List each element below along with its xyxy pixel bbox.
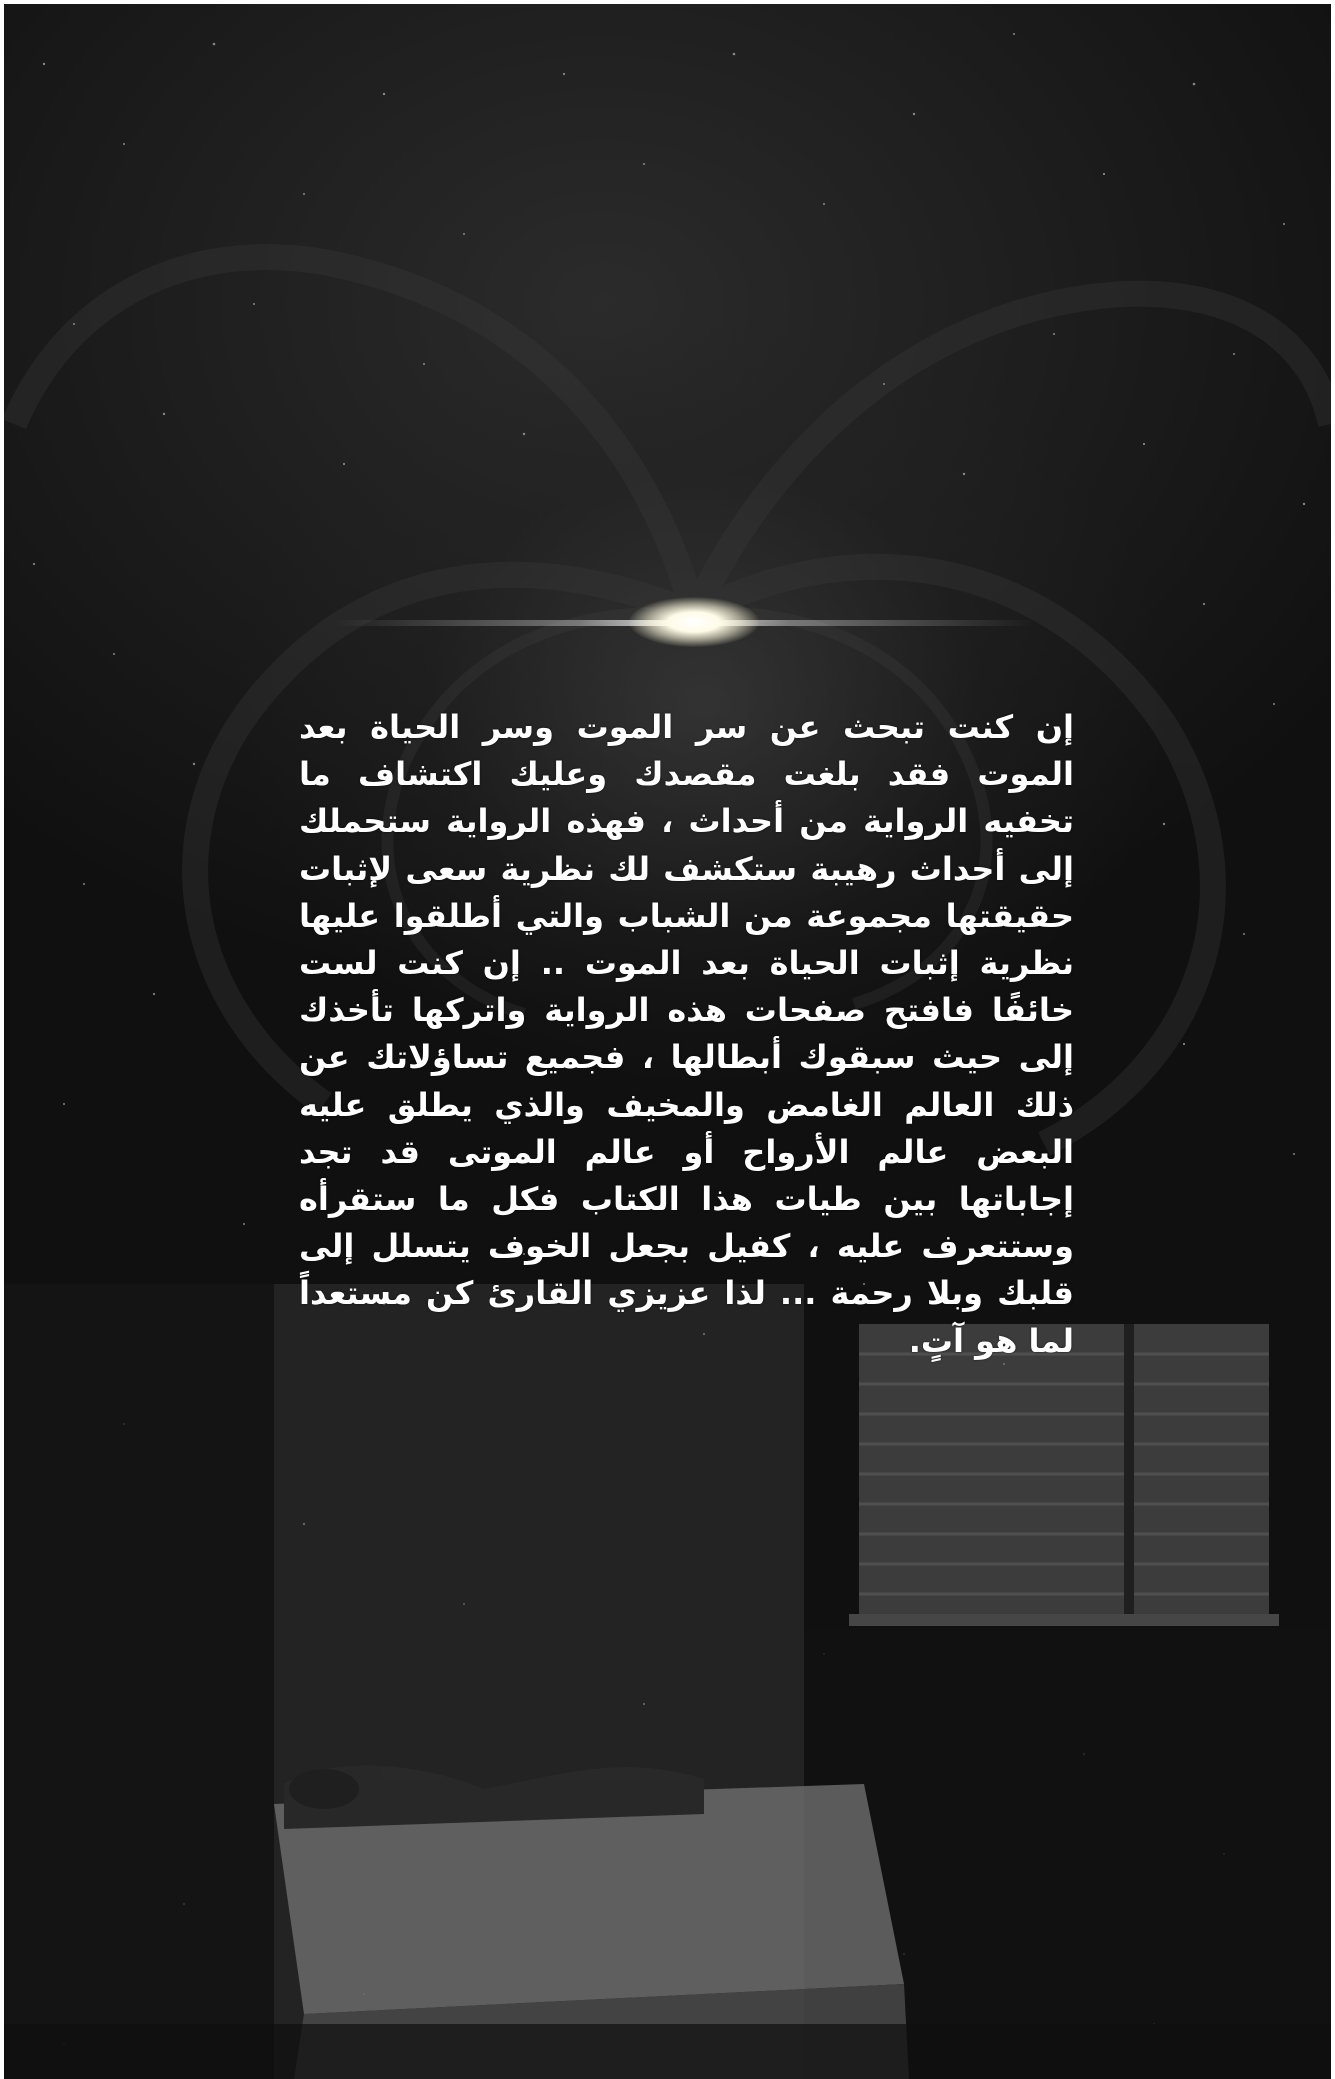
back-cover-blurb: إن كنت تبحث عن سر الموت وسر الحياة بعد الموت فقد بلغت مقصدك وعليك اكتشاف ما تخفيه الرواية من أحداث ، فهذه الرواية ستحملك إلى أحداث رهيبة ستكشف لك نظرية سعى لإثبات حقيقتها مجموعة من الشباب والتي أطلقوا عليها نظرية إثبات الحياة بعد الموت .. إن كنت لست خائفًا فافتح صفحات هذه الرواية واتركها تأخذك إلى حيث سبقوك أبطالها ، فجميع تساؤلاتك عن ذلك العالم الغامض والمخيف والذي يطلق عليه البعض عالم الأرواح أو عالم الموتى قد تجد إجاباتها بين طيات هذا الكتاب فكل ما ستقرأه وستتعرف عليه ، كفيل بجعل الخوف يتسلل إلى قلبك وبلا رحمة ... لذا عزيزي القارئ كن مستعداً لما هو آتٍ. xyxy=(299,708,1074,1360)
back-cover xyxy=(4,4,1331,2079)
window-blinds xyxy=(849,1324,1279,1626)
light-flare-icon xyxy=(629,597,759,647)
bedroom-scene xyxy=(4,1284,1331,2079)
